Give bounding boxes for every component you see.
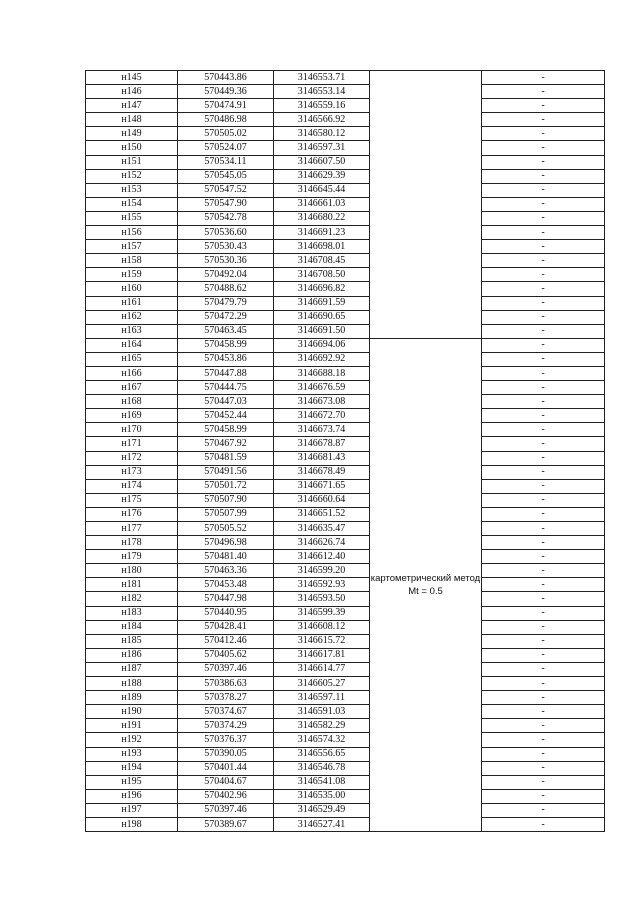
table-row <box>86 183 605 197</box>
x-coordinate-cell: 570463.36 <box>178 564 274 578</box>
table-row <box>86 127 605 141</box>
table-row <box>86 155 605 169</box>
x-coordinate-cell: 570542.78 <box>178 211 274 225</box>
x-coordinate-cell: 570492.04 <box>178 268 274 282</box>
point-number-cell: н163 <box>86 324 178 338</box>
y-coordinate-cell: 3146566.92 <box>274 113 370 127</box>
point-number-cell: н185 <box>86 634 178 648</box>
table-row <box>86 71 605 85</box>
accuracy-cell: - <box>482 71 605 85</box>
point-number-cell: н153 <box>86 183 178 197</box>
table-row <box>86 141 605 155</box>
x-coordinate-cell: 570378.27 <box>178 691 274 705</box>
y-coordinate-cell: 3146582.29 <box>274 719 370 733</box>
x-coordinate-cell: 570534.11 <box>178 155 274 169</box>
table-row <box>86 775 605 789</box>
point-number-cell: н174 <box>86 479 178 493</box>
accuracy-cell: - <box>482 366 605 380</box>
accuracy-cell: - <box>482 479 605 493</box>
y-coordinate-cell: 3146592.93 <box>274 578 370 592</box>
y-coordinate-cell: 3146535.00 <box>274 789 370 803</box>
accuracy-cell: - <box>482 395 605 409</box>
table-row <box>86 733 605 747</box>
y-coordinate-cell: 3146559.16 <box>274 99 370 113</box>
point-number-cell: н147 <box>86 99 178 113</box>
accuracy-cell: - <box>482 592 605 606</box>
table-row <box>86 366 605 380</box>
point-number-cell: н167 <box>86 381 178 395</box>
accuracy-cell: - <box>482 141 605 155</box>
table-row <box>86 578 605 592</box>
point-number-cell: н158 <box>86 254 178 268</box>
accuracy-cell: - <box>482 648 605 662</box>
y-coordinate-cell: 3146690.65 <box>274 310 370 324</box>
accuracy-cell: - <box>482 451 605 465</box>
y-coordinate-cell: 3146645.44 <box>274 183 370 197</box>
accuracy-cell: - <box>482 662 605 676</box>
y-coordinate-cell: 3146608.12 <box>274 620 370 634</box>
point-number-cell: н151 <box>86 155 178 169</box>
accuracy-cell: - <box>482 493 605 507</box>
point-number-cell: н152 <box>86 169 178 183</box>
x-coordinate-cell: 570481.59 <box>178 451 274 465</box>
x-coordinate-cell: 570507.90 <box>178 493 274 507</box>
y-coordinate-cell: 3146660.64 <box>274 493 370 507</box>
y-coordinate-cell: 3146607.50 <box>274 155 370 169</box>
table-row <box>86 620 605 634</box>
x-coordinate-cell: 570530.36 <box>178 254 274 268</box>
table-row <box>86 719 605 733</box>
table-row <box>86 789 605 803</box>
x-coordinate-cell: 570443.86 <box>178 71 274 85</box>
table-row <box>86 296 605 310</box>
table-row <box>86 423 605 437</box>
accuracy-cell: - <box>482 211 605 225</box>
table-row <box>86 817 605 831</box>
point-number-cell: н181 <box>86 578 178 592</box>
x-coordinate-cell: 570447.98 <box>178 592 274 606</box>
x-coordinate-cell: 570524.07 <box>178 141 274 155</box>
accuracy-cell: - <box>482 268 605 282</box>
y-coordinate-cell: 3146688.18 <box>274 366 370 380</box>
x-coordinate-cell: 570401.44 <box>178 761 274 775</box>
point-number-cell: н198 <box>86 817 178 831</box>
point-number-cell: н184 <box>86 620 178 634</box>
x-coordinate-cell: 570474.91 <box>178 99 274 113</box>
accuracy-cell: - <box>482 254 605 268</box>
y-coordinate-cell: 3146553.14 <box>274 85 370 99</box>
point-number-cell: н178 <box>86 536 178 550</box>
table-row <box>86 451 605 465</box>
x-coordinate-cell: 570530.43 <box>178 240 274 254</box>
y-coordinate-cell: 3146691.50 <box>274 324 370 338</box>
point-number-cell: н157 <box>86 240 178 254</box>
accuracy-cell: - <box>482 719 605 733</box>
table-row <box>86 493 605 507</box>
accuracy-cell: - <box>482 169 605 183</box>
point-number-cell: н192 <box>86 733 178 747</box>
x-coordinate-cell: 570496.98 <box>178 536 274 550</box>
table-row <box>86 99 605 113</box>
point-number-cell: н187 <box>86 662 178 676</box>
coordinates-table <box>85 70 605 832</box>
x-coordinate-cell: 570402.96 <box>178 789 274 803</box>
y-coordinate-cell: 3146612.40 <box>274 550 370 564</box>
x-coordinate-cell: 570458.99 <box>178 338 274 352</box>
accuracy-cell: - <box>482 761 605 775</box>
x-coordinate-cell: 570486.98 <box>178 113 274 127</box>
method-cell <box>370 71 482 339</box>
y-coordinate-cell: 3146678.87 <box>274 437 370 451</box>
table-row <box>86 395 605 409</box>
x-coordinate-cell: 570405.62 <box>178 648 274 662</box>
point-number-cell: н168 <box>86 395 178 409</box>
x-coordinate-cell: 570481.40 <box>178 550 274 564</box>
x-coordinate-cell: 570505.02 <box>178 127 274 141</box>
point-number-cell: н197 <box>86 803 178 817</box>
accuracy-cell: - <box>482 183 605 197</box>
x-coordinate-cell: 570412.46 <box>178 634 274 648</box>
accuracy-cell: - <box>482 522 605 536</box>
x-coordinate-cell: 570547.90 <box>178 197 274 211</box>
point-number-cell: н193 <box>86 747 178 761</box>
x-coordinate-cell: 570447.88 <box>178 366 274 380</box>
accuracy-cell: - <box>482 803 605 817</box>
y-coordinate-cell: 3146527.41 <box>274 817 370 831</box>
accuracy-cell: - <box>482 775 605 789</box>
y-coordinate-cell: 3146692.92 <box>274 352 370 366</box>
point-number-cell: н172 <box>86 451 178 465</box>
point-number-cell: н194 <box>86 761 178 775</box>
table-row <box>86 592 605 606</box>
x-coordinate-cell: 570452.44 <box>178 409 274 423</box>
point-number-cell: н154 <box>86 197 178 211</box>
y-coordinate-cell: 3146691.59 <box>274 296 370 310</box>
accuracy-cell: - <box>482 437 605 451</box>
point-number-cell: н156 <box>86 226 178 240</box>
table-row <box>86 705 605 719</box>
accuracy-cell: - <box>482 789 605 803</box>
y-coordinate-cell: 3146626.74 <box>274 536 370 550</box>
x-coordinate-cell: 570547.52 <box>178 183 274 197</box>
table-row <box>86 268 605 282</box>
y-coordinate-cell: 3146708.50 <box>274 268 370 282</box>
y-coordinate-cell: 3146635.47 <box>274 522 370 536</box>
point-number-cell: н162 <box>86 310 178 324</box>
x-coordinate-cell: 570376.37 <box>178 733 274 747</box>
method-cell: картометрический метод Mt = 0.5 <box>370 338 482 831</box>
point-number-cell: н190 <box>86 705 178 719</box>
table-row <box>86 648 605 662</box>
x-coordinate-cell: 570397.46 <box>178 803 274 817</box>
accuracy-cell: - <box>482 381 605 395</box>
y-coordinate-cell: 3146605.27 <box>274 677 370 691</box>
accuracy-cell: - <box>482 338 605 352</box>
table-row <box>86 169 605 183</box>
accuracy-cell: - <box>482 507 605 521</box>
point-number-cell: н155 <box>86 211 178 225</box>
x-coordinate-cell: 570472.29 <box>178 310 274 324</box>
accuracy-cell: - <box>482 817 605 831</box>
point-number-cell: н171 <box>86 437 178 451</box>
point-number-cell: н189 <box>86 691 178 705</box>
y-coordinate-cell: 3146676.59 <box>274 381 370 395</box>
accuracy-cell: - <box>482 409 605 423</box>
point-number-cell: н169 <box>86 409 178 423</box>
table-row <box>86 522 605 536</box>
y-coordinate-cell: 3146680.22 <box>274 211 370 225</box>
accuracy-cell: - <box>482 226 605 240</box>
accuracy-cell: - <box>482 423 605 437</box>
x-coordinate-cell: 570501.72 <box>178 479 274 493</box>
table-row <box>86 409 605 423</box>
x-coordinate-cell: 570453.48 <box>178 578 274 592</box>
accuracy-cell: - <box>482 550 605 564</box>
y-coordinate-cell: 3146673.74 <box>274 423 370 437</box>
x-coordinate-cell: 570491.56 <box>178 465 274 479</box>
y-coordinate-cell: 3146617.81 <box>274 648 370 662</box>
table-row <box>86 113 605 127</box>
y-coordinate-cell: 3146556.65 <box>274 747 370 761</box>
accuracy-cell: - <box>482 733 605 747</box>
y-coordinate-cell: 3146597.31 <box>274 141 370 155</box>
point-number-cell: н175 <box>86 493 178 507</box>
y-coordinate-cell: 3146546.78 <box>274 761 370 775</box>
table-row <box>86 564 605 578</box>
accuracy-cell: - <box>482 564 605 578</box>
point-number-cell: н195 <box>86 775 178 789</box>
table-row <box>86 324 605 338</box>
point-number-cell: н165 <box>86 352 178 366</box>
accuracy-cell: - <box>482 465 605 479</box>
table-row <box>86 803 605 817</box>
point-number-cell: н191 <box>86 719 178 733</box>
point-number-cell: н173 <box>86 465 178 479</box>
y-coordinate-cell: 3146615.72 <box>274 634 370 648</box>
accuracy-cell: - <box>482 620 605 634</box>
table-row <box>86 747 605 761</box>
y-coordinate-cell: 3146580.12 <box>274 127 370 141</box>
y-coordinate-cell: 3146599.20 <box>274 564 370 578</box>
x-coordinate-cell: 570374.29 <box>178 719 274 733</box>
x-coordinate-cell: 570447.03 <box>178 395 274 409</box>
table-row <box>86 634 605 648</box>
y-coordinate-cell: 3146694.06 <box>274 338 370 352</box>
accuracy-cell: - <box>482 691 605 705</box>
point-number-cell: н196 <box>86 789 178 803</box>
x-coordinate-cell: 570488.62 <box>178 282 274 296</box>
point-number-cell: н188 <box>86 677 178 691</box>
x-coordinate-cell: 570440.95 <box>178 606 274 620</box>
y-coordinate-cell: 3146593.50 <box>274 592 370 606</box>
table-row <box>86 761 605 775</box>
x-coordinate-cell: 570397.46 <box>178 662 274 676</box>
point-number-cell: н180 <box>86 564 178 578</box>
x-coordinate-cell: 570444.75 <box>178 381 274 395</box>
table-row <box>86 240 605 254</box>
point-number-cell: н186 <box>86 648 178 662</box>
point-number-cell: н146 <box>86 85 178 99</box>
point-number-cell: н150 <box>86 141 178 155</box>
x-coordinate-cell: 570374.67 <box>178 705 274 719</box>
x-coordinate-cell: 570507.99 <box>178 507 274 521</box>
x-coordinate-cell: 570505.52 <box>178 522 274 536</box>
y-coordinate-cell: 3146599.39 <box>274 606 370 620</box>
x-coordinate-cell: 570463.45 <box>178 324 274 338</box>
x-coordinate-cell: 570545.05 <box>178 169 274 183</box>
x-coordinate-cell: 570404.67 <box>178 775 274 789</box>
point-number-cell: н160 <box>86 282 178 296</box>
y-coordinate-cell: 3146661.03 <box>274 197 370 211</box>
y-coordinate-cell: 3146708.45 <box>274 254 370 268</box>
accuracy-cell: - <box>482 606 605 620</box>
x-coordinate-cell: 570536.60 <box>178 226 274 240</box>
y-coordinate-cell: 3146597.11 <box>274 691 370 705</box>
point-number-cell: н166 <box>86 366 178 380</box>
accuracy-cell: - <box>482 310 605 324</box>
point-number-cell: н183 <box>86 606 178 620</box>
y-coordinate-cell: 3146651.52 <box>274 507 370 521</box>
x-coordinate-cell: 570390.05 <box>178 747 274 761</box>
accuracy-cell: - <box>482 113 605 127</box>
table-row <box>86 536 605 550</box>
y-coordinate-cell: 3146681.43 <box>274 451 370 465</box>
table-row <box>86 211 605 225</box>
accuracy-cell: - <box>482 536 605 550</box>
coordinates-table-body <box>86 71 605 832</box>
accuracy-cell: - <box>482 324 605 338</box>
x-coordinate-cell: 570449.36 <box>178 85 274 99</box>
y-coordinate-cell: 3146671.65 <box>274 479 370 493</box>
x-coordinate-cell: 570479.79 <box>178 296 274 310</box>
y-coordinate-cell: 3146591.03 <box>274 705 370 719</box>
y-coordinate-cell: 3146629.39 <box>274 169 370 183</box>
point-number-cell: н149 <box>86 127 178 141</box>
point-number-cell: н159 <box>86 268 178 282</box>
accuracy-cell: - <box>482 296 605 310</box>
table-row <box>86 85 605 99</box>
accuracy-cell: - <box>482 578 605 592</box>
point-number-cell: н177 <box>86 522 178 536</box>
table-row <box>86 479 605 493</box>
point-number-cell: н182 <box>86 592 178 606</box>
accuracy-cell: - <box>482 155 605 169</box>
accuracy-cell: - <box>482 634 605 648</box>
point-number-cell: н179 <box>86 550 178 564</box>
table-row <box>86 254 605 268</box>
x-coordinate-cell: 570428.41 <box>178 620 274 634</box>
y-coordinate-cell: 3146529.49 <box>274 803 370 817</box>
point-number-cell: н170 <box>86 423 178 437</box>
y-coordinate-cell: 3146696.82 <box>274 282 370 296</box>
table-row <box>86 282 605 296</box>
x-coordinate-cell: 570386.63 <box>178 677 274 691</box>
x-coordinate-cell: 570389.67 <box>178 817 274 831</box>
y-coordinate-cell: 3146553.71 <box>274 71 370 85</box>
y-coordinate-cell: 3146672.70 <box>274 409 370 423</box>
table-row <box>86 606 605 620</box>
table-row <box>86 197 605 211</box>
table-row <box>86 691 605 705</box>
x-coordinate-cell: 570458.99 <box>178 423 274 437</box>
accuracy-cell: - <box>482 240 605 254</box>
accuracy-cell: - <box>482 99 605 113</box>
table-row <box>86 381 605 395</box>
accuracy-cell: - <box>482 197 605 211</box>
table-row <box>86 352 605 366</box>
y-coordinate-cell: 3146691.23 <box>274 226 370 240</box>
table-row <box>86 338 605 352</box>
table-row <box>86 662 605 676</box>
table-row <box>86 550 605 564</box>
table-row <box>86 310 605 324</box>
y-coordinate-cell: 3146541.08 <box>274 775 370 789</box>
accuracy-cell: - <box>482 127 605 141</box>
point-number-cell: н148 <box>86 113 178 127</box>
accuracy-cell: - <box>482 747 605 761</box>
point-number-cell: н176 <box>86 507 178 521</box>
point-number-cell: н164 <box>86 338 178 352</box>
y-coordinate-cell: 3146698.01 <box>274 240 370 254</box>
accuracy-cell: - <box>482 705 605 719</box>
accuracy-cell: - <box>482 85 605 99</box>
point-number-cell: н161 <box>86 296 178 310</box>
table-row <box>86 437 605 451</box>
accuracy-cell: - <box>482 677 605 691</box>
y-coordinate-cell: 3146678.49 <box>274 465 370 479</box>
accuracy-cell: - <box>482 352 605 366</box>
point-number-cell: н145 <box>86 71 178 85</box>
y-coordinate-cell: 3146673.08 <box>274 395 370 409</box>
table-row <box>86 465 605 479</box>
table-row <box>86 677 605 691</box>
x-coordinate-cell: 570453.86 <box>178 352 274 366</box>
table-row <box>86 226 605 240</box>
y-coordinate-cell: 3146574.32 <box>274 733 370 747</box>
table-row <box>86 507 605 521</box>
y-coordinate-cell: 3146614.77 <box>274 662 370 676</box>
x-coordinate-cell: 570467.92 <box>178 437 274 451</box>
accuracy-cell: - <box>482 282 605 296</box>
